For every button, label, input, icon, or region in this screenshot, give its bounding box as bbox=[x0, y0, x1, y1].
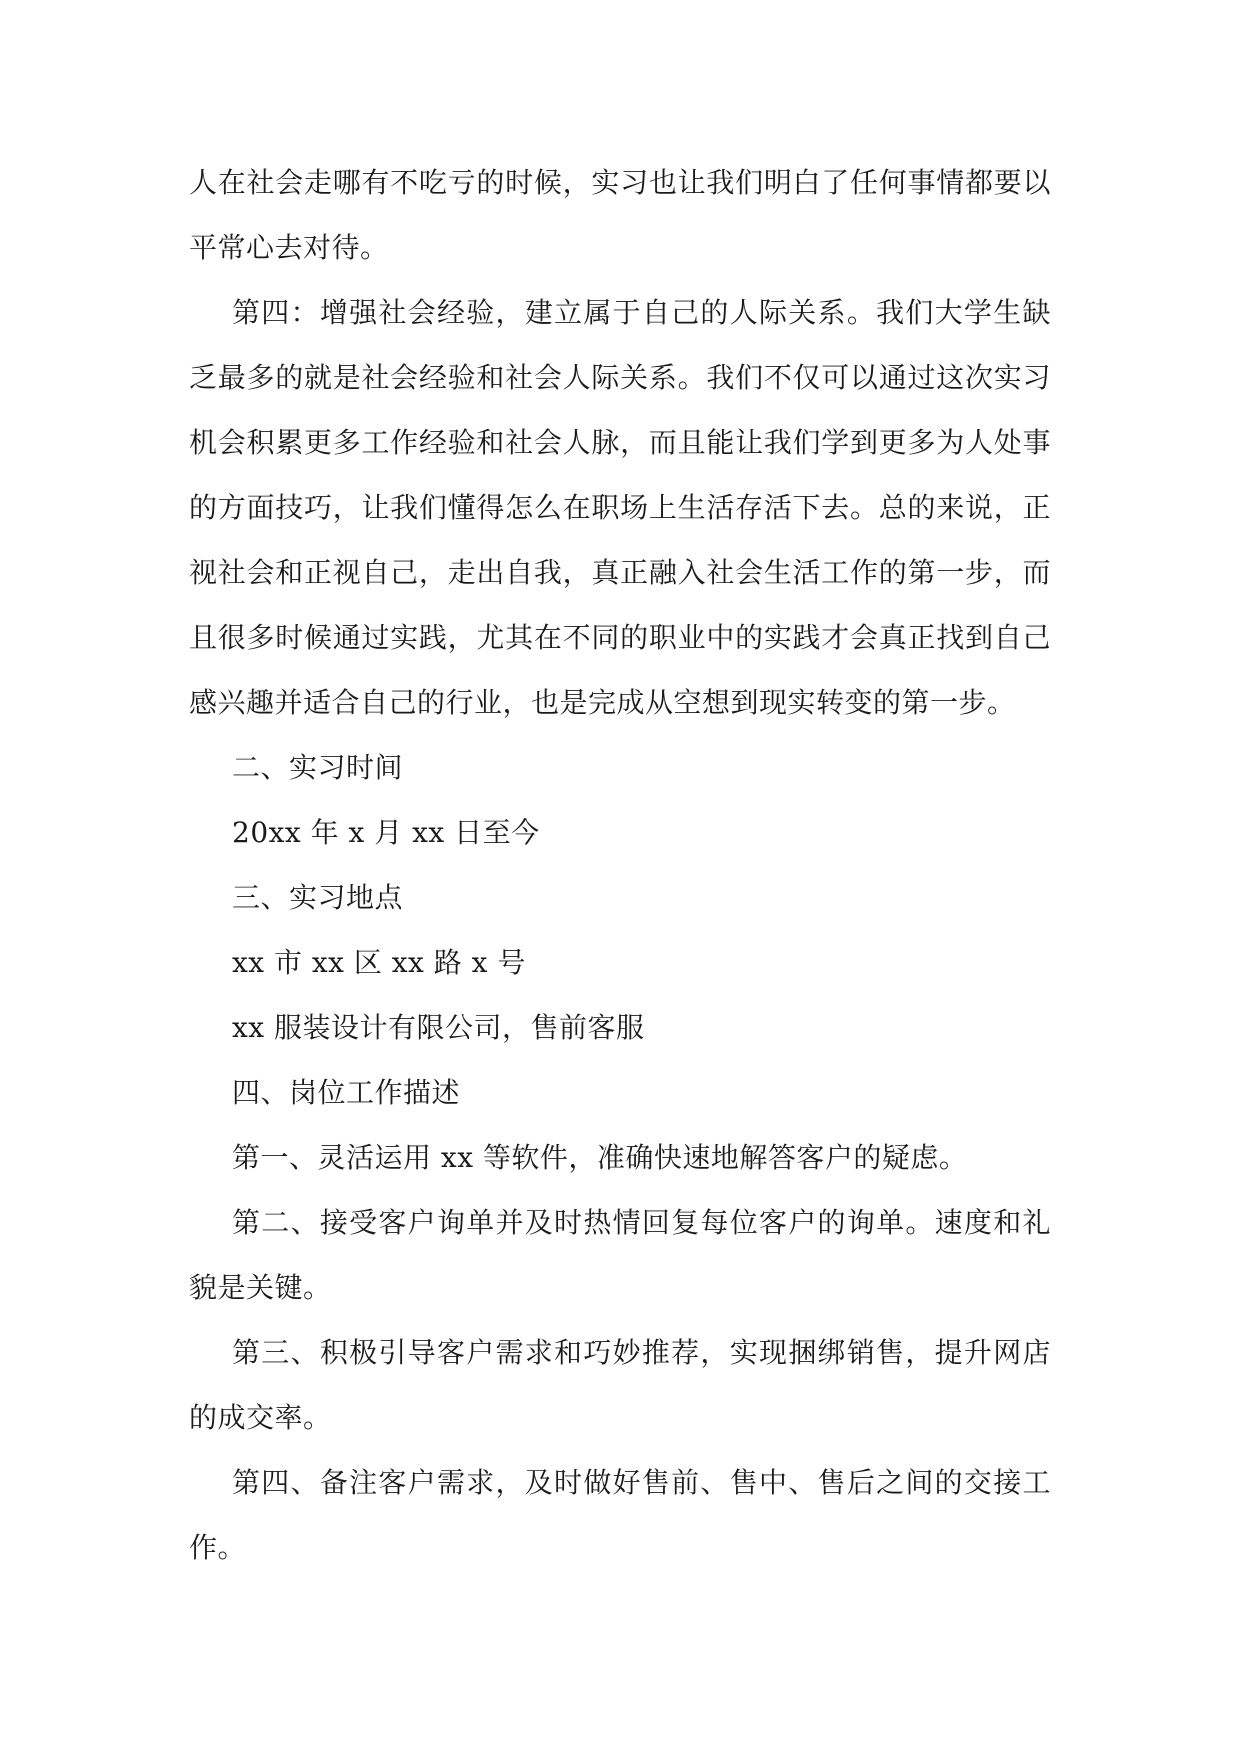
paragraph-fourth-point: 第四：增强社会经验，建立属于自己的人际关系。我们大学生缺乏最多的就是社会经验和社会人际关系。我们不仅可以通过这次实习机会积累更多工作经验和社会人脉，而且能让我们学到更多为人处事的方面技巧，让我们懂得怎么在职场上生活存活下去。总的来说，正视社会和正视自己，走出自我，真正融入社会生活工作的第一步，而且很多时候通过实践，尤其在不同的职业中的实践才会真正找到自己感兴趣并适合自己的行业，也是完成从空想到现实转变的第一步。 bbox=[189, 296, 1051, 719]
section-heading-job-description: 四、岗位工作描述 bbox=[232, 1076, 461, 1109]
job-duty-fourth: 第四、备注客户需求，及时做好售前、售中、售后之间的交接工作。 bbox=[189, 1466, 1051, 1564]
job-duty-first: 第一、灵活运用 xx 等软件，准确快速地解答客户的疑虑。 bbox=[232, 1141, 968, 1174]
internship-company: xx 服装设计有限公司，售前客服 bbox=[232, 1011, 645, 1044]
section-heading-internship-time: 二、实习时间 bbox=[232, 751, 404, 784]
internship-address: xx 市 xx 区 xx 路 x 号 bbox=[232, 946, 526, 979]
paragraph-continuation: 人在社会走哪有不吃亏的时候，实习也让我们明白了任何事情都要以平常心去对待。 bbox=[189, 166, 1051, 264]
job-duty-second: 第二、接受客户询单并及时热情回复每位客户的询单。速度和礼貌是关键。 bbox=[189, 1206, 1051, 1304]
document-body bbox=[189, 150, 1051, 1580]
section-heading-internship-location: 三、实习地点 bbox=[232, 881, 404, 914]
internship-time-value: 20xx 年 x 月 xx 日至今 bbox=[232, 816, 540, 849]
job-duty-third: 第三、积极引导客户需求和巧妙推荐，实现捆绑销售，提升网店的成交率。 bbox=[189, 1336, 1051, 1434]
